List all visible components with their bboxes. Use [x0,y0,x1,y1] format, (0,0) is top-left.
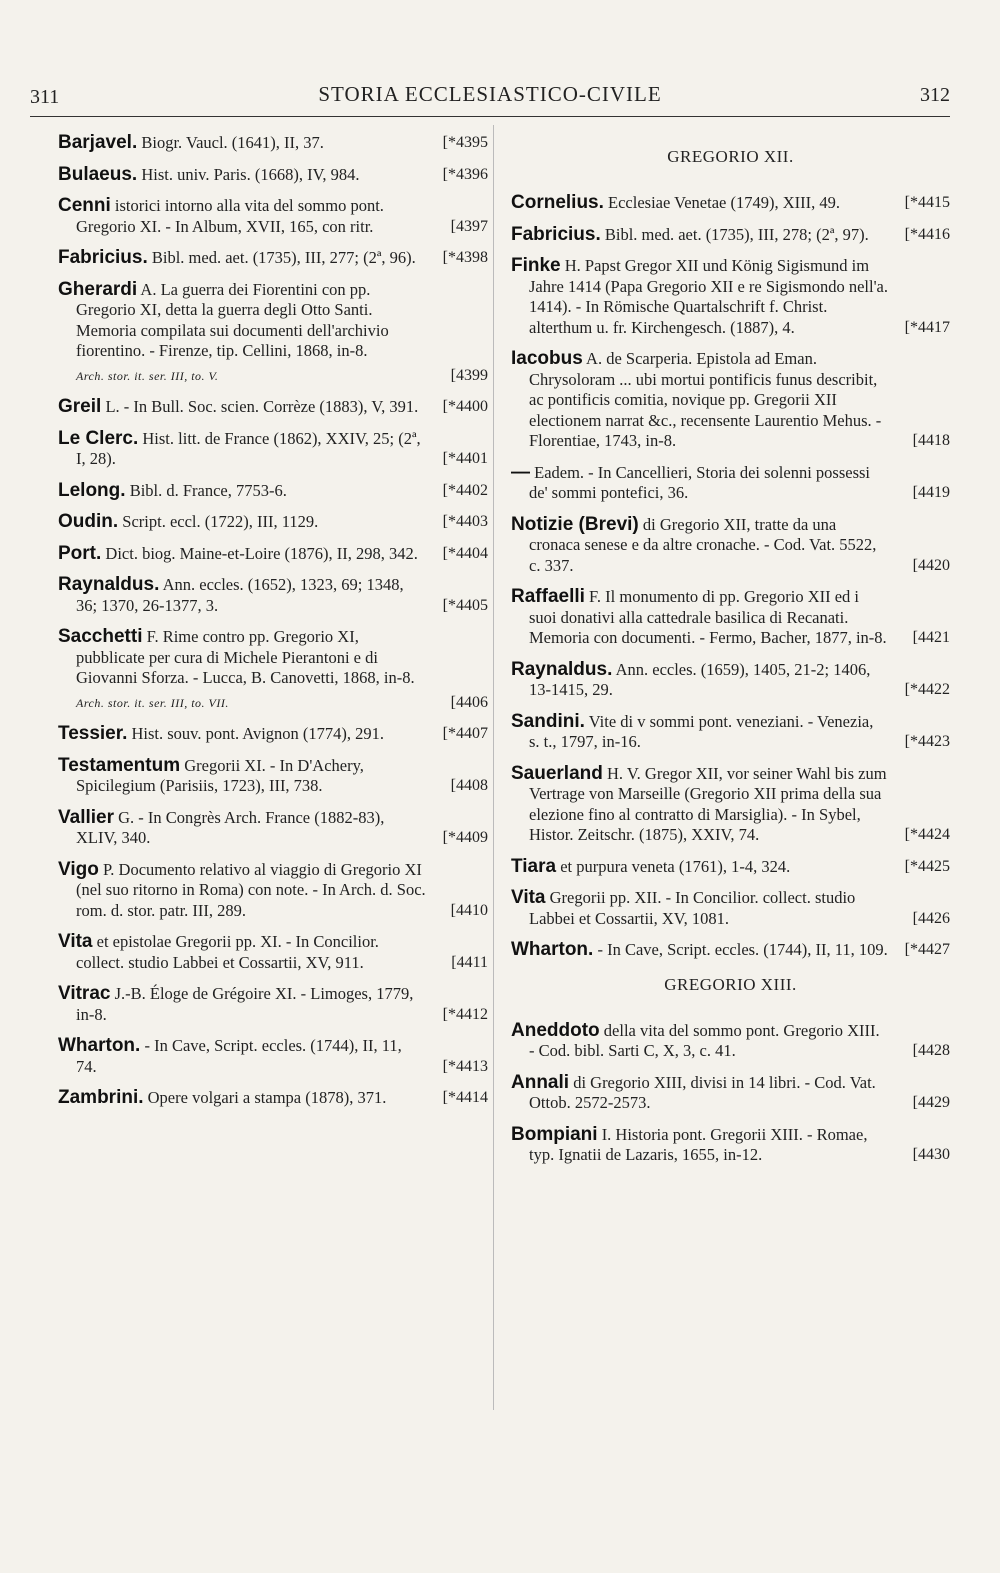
bibliography-entry [511,349,950,452]
bibliography-entry [511,888,950,929]
bibliography-entry [511,764,950,846]
entry-text: I. Historia pont. Gregorii XIII. - Romae, typ. Ignatii de Lazaris, 1655, in-12. [529,1124,868,1164]
entry-number: [*4412 [442,1005,488,1023]
entry-number: [*4423 [904,733,950,750]
entry-text: di Gregorio XIII, divisi in 14 libri. - Cod. Vat. Ottob. 2572-2573. [529,1072,876,1112]
section-heading-gregorio-xii: GREGORIO XII. [667,147,794,166]
bibliography-entry [58,397,488,418]
entry-number: [*4409 [442,829,488,846]
bibliography-entry [511,587,950,649]
page-header [30,80,950,117]
entry-headword: Notizie (Brevi) [511,513,639,535]
entry-number: [4397 [450,217,488,235]
entry-headword: Fabricius. [58,247,148,268]
entry-number: [*4417 [904,318,950,336]
bibliography-entry [58,165,488,186]
entry-text: Bibl. med. aet. (1735), III, 278; (2ª, 97). [600,224,869,244]
left-column [58,133,488,1120]
entry-text: Script. eccl. (1722), III, 1129. [118,512,319,531]
entry-number: [4411 [451,953,488,971]
bibliography-entry [58,932,488,973]
entry-headword: Gherardi [58,278,138,300]
entry-text: Gregorii pp. XII. - In Concilior. collect. studio Labbei et Cossartii, XV, 1081. [529,888,856,928]
bibliography-entry [58,1088,488,1109]
entry-headword: Oudin. [58,511,119,532]
entry-text: Biogr. Vaucl. (1641), II, 37. [137,133,324,152]
entry-number: [4421 [912,629,950,646]
entry-text: Bibl. d. France, 7753-6. [125,480,287,500]
bibliography-entry [511,515,950,577]
entry-text: di Gregorio XII, tratte da una cronaca senese e da altre cronache. - Cod. Vat. 5522, c. 337. [529,514,877,575]
entry-text: Hist. souv. pont. Avignon (1774), 291. [127,724,385,743]
entry-text: H. Papst Gregor XII und König Sigismund im Jahre 1414 (Papa Gregorio XII e re Sigismondo nell'a. 1414). - In Römische Quartalschrift f. Christ. alterthum u. fr. Kirchengesch. (1887), 4. [529,256,889,337]
entry-headword: Vitrac [58,983,111,1004]
entry-number: [*4398 [442,249,488,266]
entry-text: A. de Scarperia. Epistola ad Eman. Chrysoloram ... ubi mortui pontificis funus describit, ac pontificis comitia, novique pp. Gregorii XII electionem narrat &c., recensente Laurentio Mehus. - Florentiae, 1743, in-8. [529,349,882,450]
entry-text: et purpura veneta (1761), 1-4, 324. [556,856,791,876]
entry-number: [*4414 [442,1089,488,1106]
entry-headword: Fabricius. [511,223,601,245]
entry-headword: — [511,461,530,483]
entry-text: Ecclesiae Venetae (1749), XIII, 49. [603,193,840,212]
entry-headword: Raffaelli [511,586,585,607]
entry-text: - In Cave, Script. eccles. (1744), II, 11, 74. [76,1036,402,1076]
entry-text: F. Rime contro pp. Gregorio XI, pubblicate per cura di Michele Pierantoni e di Giovanni Sforza. - Lucca, B. Canovetti, 1868, in-8. [76,627,415,687]
entry-number: [4420 [912,556,950,574]
entry-number: [*4407 [442,725,488,742]
bibliography-entry [58,481,488,502]
entry-headword: Vigo [58,858,99,880]
entry-text: Hist. litt. de France (1862), XXIV, 25; (2ª, I, 28). [76,428,421,468]
entry-headword: Finke [511,255,561,276]
entry-headword: Iacobus [511,348,583,369]
bibliography-entry [511,1073,950,1114]
entry-number: [*4400 [442,398,488,415]
entry-number: [*4402 [442,481,488,499]
entry-note: Arch. stor. it. ser. III, to. V. [76,368,219,383]
entry-number: [*4395 [442,134,488,151]
bibliography-entry [58,724,488,745]
entry-headword: Wharton. [58,1035,141,1056]
entry-number: [*4403 [442,513,488,530]
bibliography-entry [511,225,950,246]
entry-text: Ann. eccles. (1652), 1323, 69; 1348, 36; 1370, 26-1377, 3. [76,575,404,615]
bibliography-entry [58,133,488,154]
entry-text: della vita del sommo pont. Gregorio XIII. - Cod. bibl. Sarti C, X, 3, c. 41. [529,1020,880,1060]
bibliography-entry [511,256,950,338]
entry-number: [*4422 [904,681,950,698]
bibliography-entry [511,1021,950,1062]
running-title: STORIA ECCLESIASTICO-CIVILE [318,82,662,106]
entry-headword: Lelong. [58,479,126,501]
entry-text: Opere volgari a stampa (1878), 371. [143,1088,387,1107]
entry-number: [*4424 [904,826,950,843]
bibliography-entry [58,984,488,1025]
entry-number: [4428 [912,1042,950,1059]
entry-text: Vite di v sommi pont. veneziani. - Venezia, s. t., 1797, in-16. [529,711,874,751]
entry-number: [*4415 [904,194,950,211]
entry-text: A. La guerra dei Fiorentini con pp. Gregorio XI, detta la guerra degli Otto Santi. Memoria compilata sui documenti dell'archivio fiorentino. - Firenze, tip. Cellini, 1868, in-8. [76,279,389,360]
entry-text: et epistolae Gregorii pp. XI. - In Concilior. collect. studio Labbei et Cossartii, XV, 911. [76,932,379,972]
entry-number: [*4401 [442,450,488,467]
bibliography-entry [58,808,488,849]
entry-headword: Aneddoto [511,1019,600,1041]
page-number-right: 312 [920,84,950,106]
bibliography-entry [58,627,488,713]
entry-number: [*4425 [904,857,950,875]
entry-number: [*4396 [442,165,488,183]
entry-headword: Sacchetti [58,626,143,647]
bibliography-entry [511,660,950,701]
entry-text: Bibl. med. aet. (1735), III, 277; (2ª, 96). [147,248,416,267]
right-column [511,133,950,1177]
bibliography-entry [58,860,488,922]
section-heading-gregorio-xiii: GREGORIO XIII. [664,974,797,994]
bibliography-entry [58,429,488,470]
entry-headword: Port. [58,542,102,564]
entry-headword: Tiara [511,855,557,877]
bibliography-entry [511,463,950,504]
bibliography-entry [58,756,488,797]
entry-text: Ann. eccles. (1659), 1405, 21-2; 1406, 13-1415, 29. [529,659,871,699]
entry-number: [4418 [912,432,950,449]
bibliography-entry [511,712,950,753]
page-number-left: 311 [30,86,60,108]
entry-headword: Raynaldus. [58,574,160,595]
bibliography-entry [58,196,488,237]
entry-text: Hist. univ. Paris. (1668), IV, 984. [137,164,360,184]
entry-headword: Bulaeus. [58,163,138,185]
entry-headword: Greil [58,396,102,417]
entry-text: F. Il monumento di pp. Gregorio XII ed i suoi donativi alla cattedrale basilica di Recanati. Memoria con documenti. - Fermo, Bacher, 1877, in-8. [529,587,887,647]
entry-headword: Cornelius. [511,192,604,213]
entry-headword: Testamentum [58,754,181,776]
entry-number: [4429 [912,1094,950,1111]
bibliography-entry [58,248,488,269]
entry-headword: Cenni [58,195,111,216]
entry-text: - In Cave, Script. eccles. (1744), II, 11, 109. [593,940,888,959]
bibliography-entry [58,575,488,616]
entry-text: P. Documento relativo al viaggio di Gregorio XI (nel suo ritorno in Roma) con note. - In Arch. d. Soc. rom. d. stor. patr. III, 289. [76,859,426,920]
entry-headword: Tessier. [58,723,128,744]
entry-headword: Sauerland [511,762,603,784]
entry-text: istorici intorno alla vita del sommo pont. Gregorio XI. - In Album, XVII, 165, con ritr. [76,196,384,236]
bibliography-entry [511,940,950,961]
entry-headword: Annali [511,1071,570,1093]
entry-text: L. - In Bull. Soc. scien. Corrèze (1883), V, 391. [101,397,419,416]
entry-number: [4410 [450,901,488,919]
bibliography-entry [511,857,950,878]
entry-text: Eadem. - In Cancellieri, Storia dei solenni possessi de' sommi pontefici, 36. [529,462,871,502]
entry-headword: Sandini. [511,710,585,732]
entry-text: G. - In Congrès Arch. France (1882-83), XLIV, 340. [76,807,385,847]
entry-headword: Vallier [58,806,114,828]
entry-number: [*4405 [442,596,488,614]
bibliography-entry [511,193,950,214]
bibliography-entry [511,1125,950,1166]
entry-number: [4408 [450,777,488,794]
entry-number: [*4413 [442,1057,488,1075]
entry-note: Arch. stor. it. ser. III, to. VII. [76,695,229,710]
column-divider [493,125,494,1410]
entry-number: [*4427 [904,941,950,958]
entry-headword: Barjavel. [58,132,138,153]
bibliography-entry [58,280,488,387]
entry-headword: Bompiani [511,1123,598,1145]
entry-number: [4406 [450,693,488,711]
entry-headword: Le Clerc. [58,427,139,449]
entry-headword: Wharton. [511,939,594,960]
entry-headword: Vita [58,931,93,952]
entry-headword: Vita [511,887,546,908]
entry-text: J.-B. Éloge de Grégoire XI. - Limoges, 1779, in-8. [76,984,414,1024]
entry-number: [4430 [912,1146,950,1163]
entry-number: [4399 [450,366,488,384]
bibliography-entry [58,512,488,533]
entry-number: [4426 [912,909,950,927]
entry-headword: Zambrini. [58,1087,144,1108]
entry-number: [4419 [912,484,950,501]
entry-number: [*4404 [442,544,488,562]
entry-number: [*4416 [904,225,950,243]
bibliography-entry [58,544,488,565]
entry-text: Gregorii XI. - In D'Achery, Spicilegium (Parisiis, 1723), III, 738. [76,755,364,795]
entry-headword: Raynaldus. [511,658,613,680]
bibliography-entry [58,1036,488,1077]
entry-text: H. V. Gregor XII, vor seiner Wahl bis zum Vertrage von Marseille (Gregorio XII prima della sua elezione fino al contratto di Marsiglia). - In Sybel, Histor. Zeitschr. (1875), XXIV, 74. [529,763,887,844]
entry-text: Dict. biog. Maine-et-Loire (1876), II, 298, 342. [101,543,418,563]
